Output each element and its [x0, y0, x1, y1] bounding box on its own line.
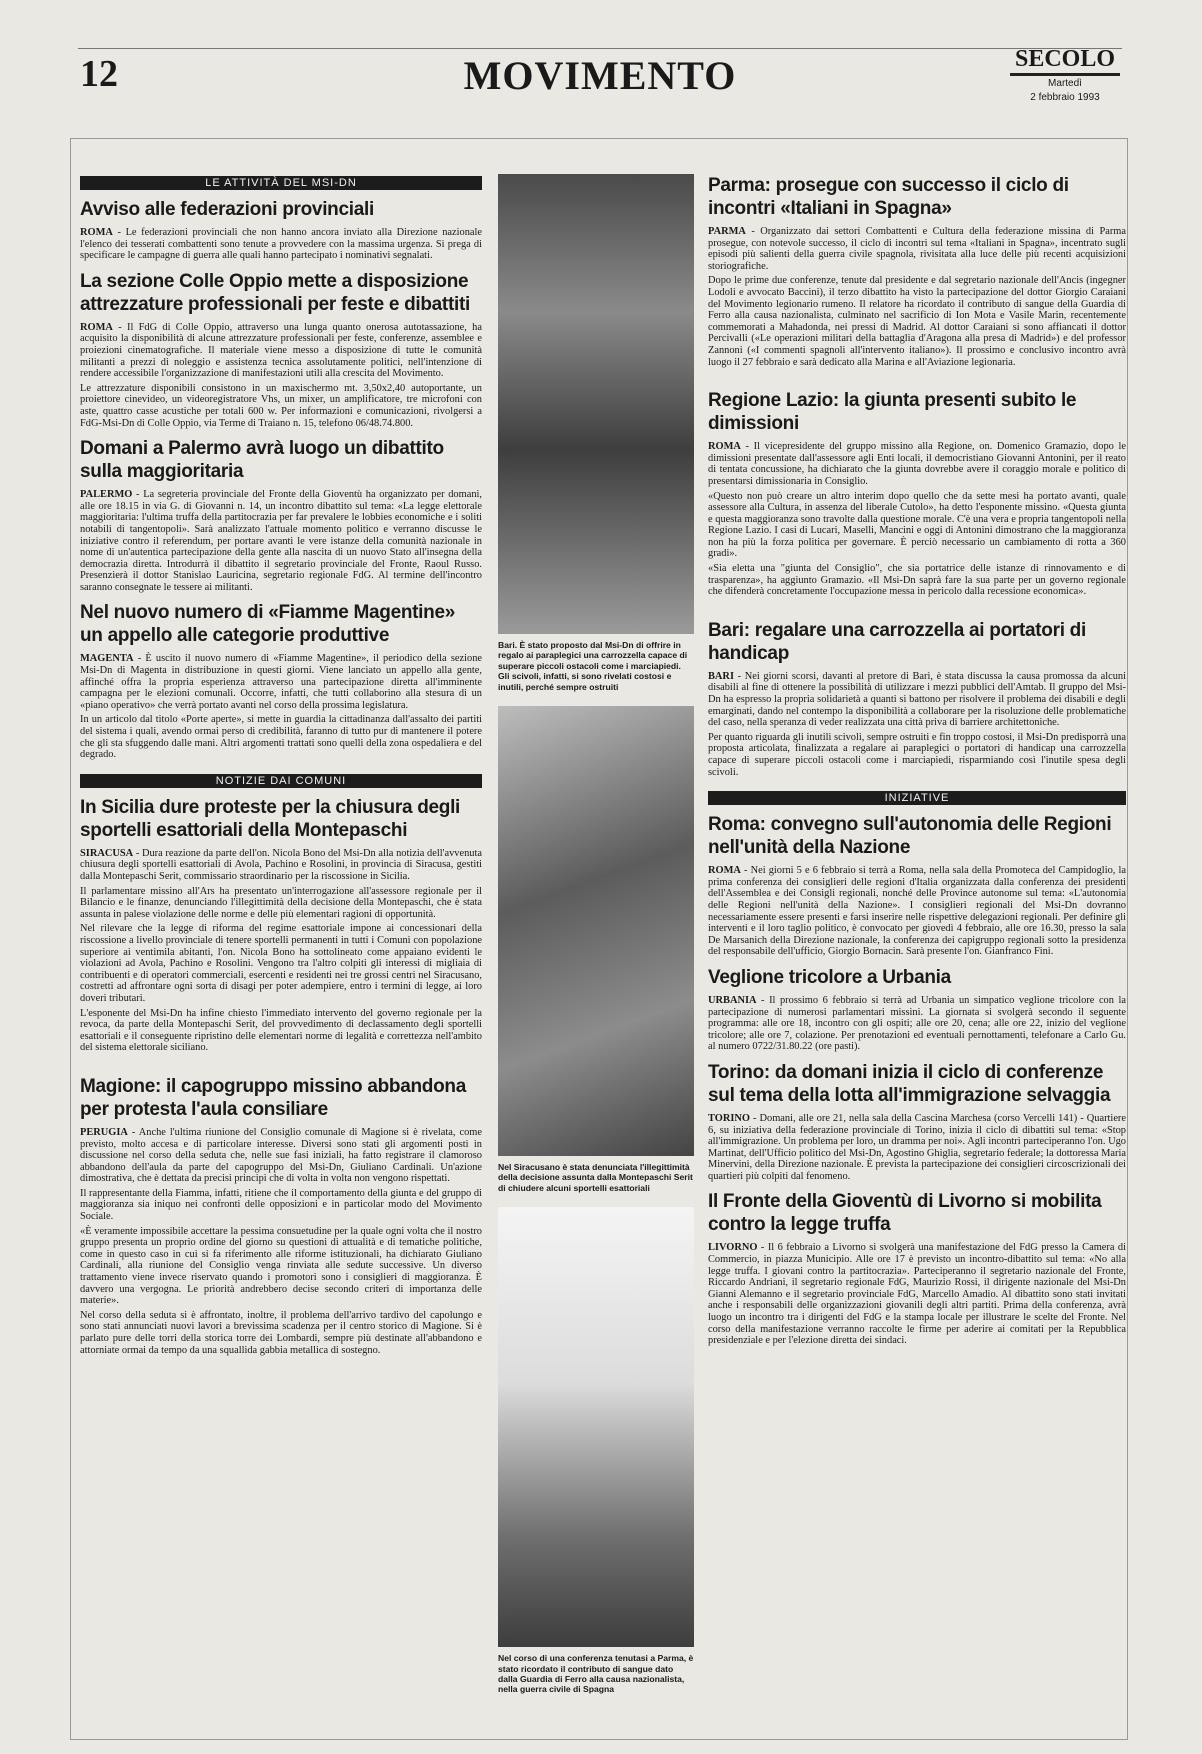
- photo-caption: Bari. È stato proposto dal Msi-Dn di offrire in regalo ai paraplegici una carrozzella capace di superare piccoli ostacoli come i marciapiedi. Gli scivoli, infatti, si sono rivelati costosi e inutili, perché sempre ostruiti: [498, 640, 688, 692]
- article-body: ROMA - Il vicepresidente del gruppo missino alla Regione, on. Domenico Gramazio, dopo le dimissioni presentate dall'assessore agli Enti locali, il democristiano Giovanni Antonini, per il reato di tentata concussione, ha dichiarato che la giunta dovrebbe avere il coraggio morale e politico di presentarsi dimissionaria in Consiglio.: [708, 441, 1126, 487]
- article-title: Bari: regalare una carrozzella ai portatori di handicap: [708, 619, 1086, 664]
- article-body: In un articolo dal titolo «Porte aperte», si mette in guardia la cittadinanza dall'assalto dei partiti del sistema i quali, avendo ormai perso di credibilità, faranno di tutto pur di mantenere il potere che gli sta sfuggendo dalle mani. Altri argomenti trattati sono quelli della zona ospedaliera e del degrado.: [80, 714, 482, 761]
- photo-caption: Nel corso di una conferenza tenutasi a Parma, è stato ricordato il contributo di sangue dato dalla Guardia di Ferro alla causa nazionalista, nella guerra civile di Spagna: [498, 1653, 694, 1695]
- photo-cemetery: [498, 1207, 694, 1647]
- article-body: Nel corso della seduta si è affrontato, inoltre, il problema dell'arrivo tardivo del capolungo e sono stati annunciati nuovi lavori a brevissima scadenza per il centro storico di Magione. Si è parlato pure delle torri della storica torre dei Lombardi, sempre più destinate all'abbandono e attorniate ormai da tempo da una squallida gabbia metallica di sostegno.: [80, 1309, 482, 1356]
- article-title: Veglione tricolore a Urbania: [708, 966, 951, 988]
- article-body: SIRACUSA - Dura reazione da parte dell'on. Nicola Bono del Msi-Dn alla notizia dell'avvenuta chiusura degli sportelli esattoriali di Avola, Pachino e Rosolini, in provincia di Siracusa, gestiti dalla Montepaschi Serit, commissario straordinario per la riscossione in Sicilia.: [80, 847, 482, 882]
- article-body: Le attrezzature disponibili consistono in un maxischermo mt. 3,50x2,40 autoportante, un proiettore cinevideo, un videoregistratore Vhs, un mixer, un amplificatore, tre microfoni con aste, quattro casse acustiche per totali 600 w. Per informazioni e comunicazioni, rivolgersi a FdG-Msi-Dn di Colle Oppio, via Terme di Traiano n. 15, telefono 06/48.74.800.: [80, 382, 482, 429]
- section-bar: NOTIZIE DAI COMUNI: [80, 774, 482, 788]
- photo-caption: Nel Siracusano è stata denunciata l'illegittimità della decisione assunta dalla Montepaschi Serit di chiudere alcuni sportelli esattoriali: [498, 1162, 693, 1193]
- article-body: PARMA - Organizzato dai settori Combattenti e Cultura della federazione missina di Parma prosegue, con notevole successo, il ciclo di incontri sul tema «Italiani in Spagna», incentrato sugli episodi più salienti della guerra civile spagnola, rivisitata alla luce delle più recenti acquisizioni storiografiche.: [708, 226, 1126, 272]
- left-column: [80, 176, 482, 1359]
- article-body: Il rappresentante della Fiamma, infatti, ritiene che il comportamento della giunta e del gruppo di maggioranza sia iniquo nei confronti delle opposizioni e in particolar modo del Movimento Sociale.: [80, 1187, 482, 1223]
- article-body: TORINO - Domani, alle ore 21, nella sala della Cascina Marchesa (corso Vercelli 141) - Quartiere 6, su iniziativa della federazione provinciale di Torino, inizia il ciclo di dibattiti sul tema: «Stop all'immigrazione. Un problema per loro, un dramma per noi». Agli incontri parteciperanno l'on. Ugo Martinat, dell'Ufficio politico del Msi-Dn, Agostino Ghiglia, segretario federale; la dottoressa Maria Minervini, della Direzione nazionale. È prevista la partecipazione dei consiglieri circoscrizionali dei quartieri più colpiti dal fenomeno.: [708, 1112, 1126, 1182]
- header-rule: [78, 48, 1122, 49]
- section-bar: INIZIATIVE: [708, 791, 1126, 805]
- article-body: ROMA - Le federazioni provinciali che non hanno ancora inviato alla Direzione nazionale l'elenco dei tesserati combattenti sono tenute a provvedere con la massima urgenza. Si prega di specificare le campagne di guerra alle quali hanno partecipato i nominativi segnalati.: [80, 227, 482, 262]
- article-title: Roma: convegno sull'autonomia delle Regioni nell'unità della Nazione: [708, 814, 1112, 859]
- article-body: PERUGIA - Anche l'ultima riunione del Consiglio comunale di Magione si è rivelata, come previsto, molto accesa e di particolare interesse. Diversi sono stati gli argomenti posti in discussione nel corso della seduta che, nelle sue fasi iniziali, ha fatto registrare il clamoroso abbandono dell'aula da parte del capogruppo del Msi-Dn, Giuliano Cardinali. Un'azione dimostrativa, che è dettata da precisi principi che di volta in volta non vengono rispettati.: [80, 1126, 482, 1185]
- article-body: ROMA - Il FdG di Colle Oppio, attraverso una lunga quanto onerosa autotassazione, ha acquisito la disponibilità di alcune attrezzature professionali per feste, conferenze, assemblee e proiezioni cinematografiche. Il materiale viene messo a disposizione di tutte le comunità militanti a prezzi di noleggio e assistenza tecnica assolutamente politici, nell'intenzione di rendere accessibile l'organizzazione di manifestazioni utili alla crescita del Movimento.: [80, 321, 482, 380]
- article-title: Domani a Palermo avrà luogo un dibattito sulla maggioritaria: [80, 438, 444, 483]
- article-body: LIVORNO - Il 6 febbraio a Livorno si svolgerà una manifestazione del FdG presso la Camera di Commercio, in piazza Municipio. Alle ore 17 è previsto un incontro-dibattito sul tema: «No alla legge truffa. I giovani contro la partitocrazia». Parteciperanno il segretario nazionale del Fronte, Riccardo Andriani, il segretario regionale FdG, Maurizio Rossi, il dirigente nazionale del Msi-Dn Gianni Alemanno e il segretario provinciale FdG, Marcello Amadio. Al dibattito sono stati invitati anche i responsabili delle organizzazioni giovanili degli altri partiti. Prima della conferenza, avrà luogo un incontro tra i dirigenti del FdG e la stampa locale per illustrare le scelte del Fronte. Nel corso della manifestazione verranno raccolte le firme per aderire ai comitati per la Repubblica presidenziale e per l'elezione diretta dei sindaci.: [708, 1242, 1126, 1347]
- page-number: 12: [80, 53, 118, 95]
- masthead-day: Martedì: [1048, 78, 1082, 89]
- masthead: [1010, 46, 1120, 104]
- article-title: Il Fronte della Gioventù di Livorno si mobilita contro la legge truffa: [708, 1191, 1102, 1236]
- article-body: Il parlamentare missino all'Ars ha presentato un'interrogazione all'assessore regionale per il Bilancio e le finanze, denunciando l'illegittimità della decisione della Montepaschi, che è stata assunta in palese violazione delle norme e delle più elementari ragioni di opportunità.: [80, 885, 482, 920]
- article-title: Avviso alle federazioni provinciali: [80, 199, 374, 220]
- masthead-logo: SECOLO: [1010, 46, 1120, 76]
- article-title: In Sicilia dure proteste per la chiusura degli sportelli esattoriali della Montepaschi: [80, 796, 461, 841]
- article-title: Magione: il capogruppo missino abbandona per protesta l'aula consiliare: [80, 1075, 466, 1120]
- article-body: «È veramente impossibile accettare la pessima consuetudine per la quale ogni volta che il nostro gruppo presenta un proprio ordine del giorno su questioni di attualità e di tematiche politiche, come in questo caso in cui si fa riferimento alle riforme istituzionali, ha dichiarato Giuliano Cardinali, alla riunione del Consiglio venga rinviata alle sedute successive. Un diverso trattamento viene invece riservato quando i promotori sono i consiglieri di maggioranza. È davvero una vergogna. Le priorità andrebbero decise secondo criteri di importanza delle materie».: [80, 1225, 482, 1307]
- photo-portrait: [498, 174, 694, 634]
- article-title: La sezione Colle Oppio mette a disposizione attrezzature professionali per feste e dibattiti: [80, 270, 470, 315]
- article-body: BARI - Nei giorni scorsi, davanti al pretore di Bari, è stata discussa la causa promossa da alcuni disabili al fine di ottenere la possibilità di utilizzare i mezzi pubblici dell'Amtab. Il gruppo del Msi-Dn ha espresso la propria solidarietà a quanti si battono per risolvere il problema dei disabili e degli emarginati, dando nel contempo la disponibilità a collaborare per la risoluzione delle problematiche del caso, nella speranza di veder realizzata una città priva di barriere architettoniche.: [708, 670, 1126, 729]
- section-title: MOVIMENTO: [463, 53, 737, 98]
- article-body: MAGENTA - È uscito il nuovo numero di «Fiamme Magentine», il periodico della sezione Msi-Dn di Magenta in distribuzione in questi giorni. Viene lanciato un appello alla gente, affinché offra la propria esperienza attraverso una partecipazione diretta all'imminente campagna per le elezioni comunali. Occorre, infatti, che tutti collaborino alla stesura di un «piano operativo» che verrà portato avanti nel corso della prossima legislatura.: [80, 653, 482, 711]
- article-title: Torino: da domani inizia il ciclo di conferenze sul tema della lotta all'immigrazione selvaggia: [708, 1061, 1111, 1106]
- photo-column: [498, 174, 694, 1709]
- masthead-date: 2 febbraio 1993: [1030, 92, 1100, 103]
- article-title: Regione Lazio: la giunta presenti subito le dimissioni: [708, 390, 1077, 435]
- article-body: «Sia eletta una "giunta del Consiglio", che sia portatrice delle istanze di rinnovamento e di trasparenza», ha aggiunto Gramazio. «Il Msi-Dn saprà fare la sua parte per un governo regionale che difenderà concretamente l'occupazione messa in pericolo dalla recessione economica».: [708, 563, 1126, 598]
- article-body: URBANIA - Il prossimo 6 febbraio si terrà ad Urbania un simpatico veglione tricolore con la partecipazione di numerosi parlamentari missini. La giornata si svolgerà secondo il seguente programma: alle ore 18, incontro con gli ospiti; alle ore 20, cena; alle ore 22, inizio del veglione tricolore; alle ore 7, colazione. Per prenotazioni ed eventuali pernottamenti, telefonare a Carlo Gu. al numero 0722/31.80.22 (ore pasti).: [708, 994, 1126, 1053]
- article-body: Nel rilevare che la legge di riforma del regime esattoriale impone ai concessionari della riscossione a livello provinciale di tenere sportelli permanenti in tutti i Comuni con popolazione superiore ai ventimila abitanti, l'on. Nicola Bono ha sottolineato come appaiano evidenti le violazioni ad Avola, Pachino e Rosolini. Vengono tra l'altro colpiti gli interessi di migliaia di contribuenti e di operatori commerciali, esercenti e residenti nei tre grossi centri nel Siracusano, costretti ad affrontare ogni sorta di disagi per poter adempiere, entro i termini di legge, ai loro doveri tributari.: [80, 923, 482, 1004]
- article-body: ROMA - Nei giorni 5 e 6 febbraio si terrà a Roma, nella sala della Promoteca del Campidoglio, la prima conferenza dei consiglieri delle regioni d'Italia organizzata dalla conferenza dei presidenti dell'Assemblea e dei Consigli regionali, nonché delle Province autonome sul tema: «L'autonomia delle Regioni nell'unità della Nazione». I consiglieri regionali del Msi-Dn dovranno necessariamente essere presenti e farsi inserire nelle rispettive delegazioni regionali. Per definire gli interventi e il loro taglio politico, è convocato per giovedì 4 febbraio, alle ore 16.30, presso la sala De Marsanich della Direzione nazionale, la conferenza dei capigruppo regionali sotto la presidenza del responsabile dell'ufficio, Giorgio Bornacin. Sarà presente l'on. Gianfranco Fini.: [708, 865, 1126, 958]
- article-body: Per quanto riguarda gli inutili scivoli, sempre ostruiti e fin troppo costosi, il Msi-Dn predisporrà una proposta articolata, finalizzata a regalare ai paraplegici o portatori di handicap una carrozzella capace di superare piccoli ostacoli come i marciapiedi, risparmiando così l'inutile spesa degli scivoli.: [708, 731, 1126, 778]
- article-body: PALERMO - La segreteria provinciale del Fronte della Gioventù ha organizzato per domani, alle ore 18.15 in via G. di Giovanni n. 14, un incontro dibattito sul tema: «La legge elettorale maggioritaria: l'ultima truffa della partitocrazia per far prevalere le lobbies economiche e i soliti notabili di tangentopoli». Sarà analizzato l'attuale momento politico e verranno discusse le iniziative contro il referendum, per portare avanti le vere istanze della comunità nazionale in nome di un'autentica partecipazione della gente alla nascita di un nuovo Stato all'insegna della democrazia diretta. Introdurrà il dibattito il segretario provinciale del Fronte, Raoul Russo. Presenzierà il dottor Stanislao Lauricina, segretario regionale FdG. Al termine dell'incontro saranno consegnate le tessere ai militanti.: [80, 489, 482, 593]
- article-title: Parma: prosegue con successo il ciclo di incontri «Italiani in Spagna»: [708, 175, 1069, 219]
- article-body: «Questo non può creare un altro interim dopo quello che da sette mesi ha portato avanti, quale assessore alla Cultura, in assenza del liberale Cutolo», ha detto l'esponente missino. «Questa giunta e questa maggioranza sono travolte dalla questione morale. C'è una vera e propria tangentopoli nella Regione Lazio. I casi di Lucari, Maselli, Mancini e oggi di Antonini dimostrano che la maggioranza non ha più la forza politica per governare. È perciò necessario un cambiamento di rotta a 360 gradi».: [708, 490, 1126, 560]
- article-title: Nel nuovo numero di «Fiamme Magentine» un appello alle categorie produttive: [80, 602, 456, 647]
- article-body: L'esponente del Msi-Dn ha infine chiesto l'immediato intervento del governo regionale per la revoca, da parte della Montepaschi Serit, del provvedimento di declassamento degli sportelli esattoriali e il conseguente ripristino delle elementari norme di legalità e correttezza nell'ambito del sistema elettorale siciliano.: [80, 1007, 482, 1054]
- right-column: [708, 174, 1126, 1350]
- section-bar: LE ATTIVITÀ DEL MSI-DN: [80, 176, 482, 190]
- photo-crowd: [498, 706, 694, 1156]
- article-body: Dopo le prime due conferenze, tenute dal presidente e dal segretario nazionale dell'Ancis (ingegner Lodoli e avvocato Baccini), il terzo dibattito ha visto la partecipazione del dottor Giorgio Caraiani del Movimento legionario rumeno. Il relatore ha ricordato il contributo di sangue della Guardia di Ferro alla causa nazionalista, culminato nel sacrificio di Ion Mota e Vasile Marin, recentemente commemorati a Mahadonda, nei pressi di Madrid. Al dottor Caraiani si sono affiancati il dottor Percivalli («Le operazioni militari della battaglia d'Aragona alla presa di Madrid») e del professor Zannoni («I commenti spagnoli all'intervento italiano»). Il prossimo e conclusivo incontro avrà luogo il 27 febbraio e sarà dedicato alla Marina e all'Aviazione legionaria.: [708, 275, 1126, 368]
